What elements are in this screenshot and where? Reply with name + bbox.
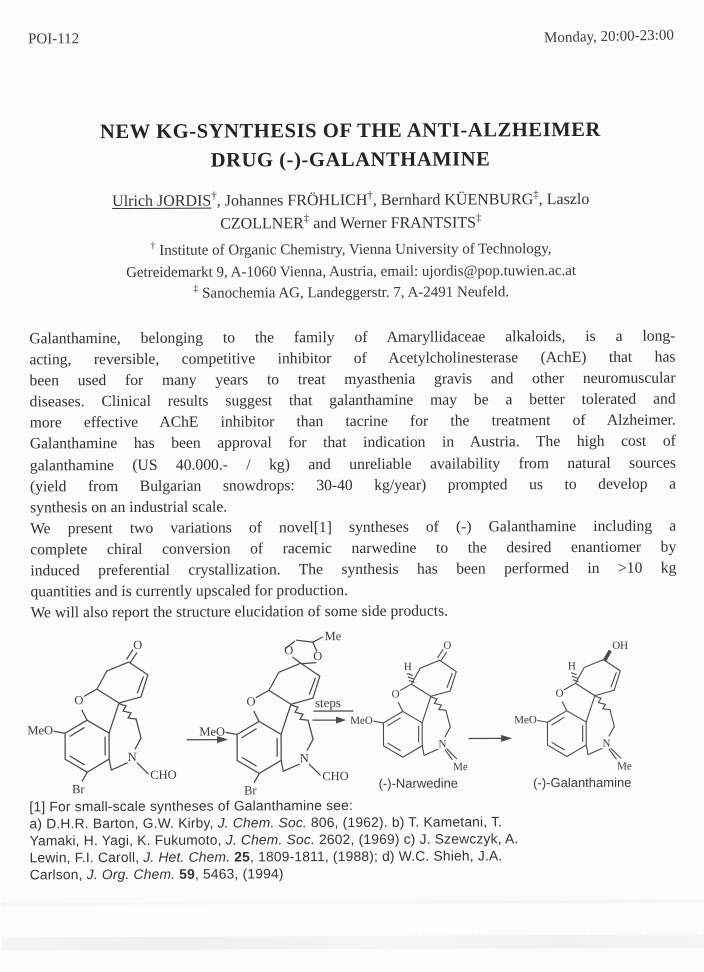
atom-label-dioxolane-o2: O [313, 649, 323, 664]
reference-line: [1] For small-scale syntheses of Galanthamine see: [29, 797, 354, 815]
bromo-bond [254, 773, 259, 782]
atom-label-meo: MeO [199, 724, 226, 739]
author-line: Ulrich JORDIS†, Johannes FRÖHLICH†, Bernhard KÜENBURG‡, Laszlo [112, 188, 590, 211]
abstract-body [29, 326, 676, 624]
atom-label-meo: MeO [350, 714, 373, 727]
scan-artifact [2, 934, 704, 950]
atom-label-meo: MeO [514, 714, 537, 727]
structure-acetal-intermediate [199, 629, 349, 798]
scan-artifact [2, 899, 704, 905]
steps-label: steps [314, 695, 341, 711]
paper-title-line-2: DRUG (-)-GALANTHAMINE [210, 148, 491, 172]
reaction-arrow-icon [469, 735, 512, 742]
author-line: CZOLLNER‡ and Werner FRANTSITS‡ [220, 212, 482, 233]
atom-label-h: H [567, 660, 576, 673]
page-header [28, 29, 674, 49]
affiliation-line: † Institute of Organic Chemistry, Vienna University of Technology, [150, 240, 552, 259]
atom-label-dioxolane-o1: O [284, 643, 294, 658]
structure-galanthamine [514, 640, 632, 773]
atom-label-ketone-o: O [443, 639, 452, 652]
structure-bromo-formyl-precursor [27, 638, 177, 797]
steps-arrow-icon [313, 695, 353, 724]
abstract-paragraph: Galanthamine, belonging to the family of Amaryllidaceae alkaloids, is a long- acting, reversible, competitive inhibitor of Acetylcholinesterase (AchE) that has been used for many years to treat myasthenia gravis and other neuromuscular diseases. Clinical results suggest that galanthamine may be a better tolerated and more effective AChE inhibitor than tacrine for the treatment of Alzheimer. Galanthamine has been approval for that indication in Austria. The high cost of galanthamine (US 40.000.- / kg) and unreliable availability from natural sources (yield from Bulgarian snowdrops: 30-40 kg/year) prompted us to develop a synthesis on an industrial scale. [29, 327, 677, 517]
paper-title-line-1: NEW KG-SYNTHESIS OF THE ANTI-ALZHEIMER [99, 118, 601, 144]
affiliations [0, 238, 703, 306]
atom-label-n: N [127, 749, 137, 764]
arrow-head [501, 735, 512, 742]
atom-label-furan-o: O [391, 688, 400, 701]
reference-line: a) D.H.R. Barton, G.W. Kirby, J. Chem. Soc. 806, (1962). b) T. Kametani, T. [29, 814, 503, 832]
affiliation-line: Getreidemarkt 9, A-1060 Vienna, Austria, email: ujordis@pop.tuwien.ac.at [126, 262, 577, 281]
arrow-head [336, 717, 346, 724]
structure-narwedine [350, 640, 468, 774]
session-time: Monday, 20:00-23:00 [544, 27, 675, 47]
atom-label-ketone-o: O [133, 637, 143, 652]
hydroxyl-wedge-bond [603, 650, 612, 662]
bromo-bond [82, 772, 87, 781]
atom-label-furan-o: O [246, 694, 256, 709]
atom-label-cho: CHO [322, 769, 349, 784]
reference-list [29, 796, 681, 884]
atom-label-h: H [403, 661, 412, 674]
abstract-paragraph: We present two variations of novel[1] syntheses of (-) Galanthamine including a complete chiral conversion of racemic narwedine to the desired enantiomer by induced preferential crystallization. The synthesis has been performed in >10 kg quantities and is currently upscaled for production. [30, 517, 677, 601]
paper-title [0, 115, 703, 176]
atom-label-br: Br [72, 782, 85, 797]
atom-label-n: N [602, 737, 611, 750]
atom-label-br: Br [244, 783, 257, 798]
reference-line: Lewin, F.I. Caroll, J. Het. Chem. 25, 1809-1811, (1988); d) W.C. Shieh, J.A. [29, 848, 503, 866]
atom-label-n: N [438, 738, 447, 751]
atom-label-meo: MeO [27, 723, 54, 738]
session-code: POI-112 [28, 31, 80, 48]
reaction-scheme [1, 623, 704, 798]
structure-caption-narwedine: (-)-Narwedine [378, 775, 459, 791]
reference-line: Yamaki, H. Yagi, K. Fukumoto, J. Chem. Soc. 2602, (1969) c) J. Szewczyk, A. [29, 831, 519, 849]
atom-label-oh: OH [612, 639, 629, 652]
atom-label-n-me: Me [453, 761, 468, 774]
atom-label-n: N [299, 751, 309, 766]
reference-line: Carlson, J. Org. Chem. 59, 5463, (1994) [29, 866, 284, 883]
atom-label-acetal-me: Me [324, 629, 342, 644]
author-list [0, 187, 703, 236]
affiliation-line: ‡ Sanochemia AG, Landeggerstr. 7, A-2491 Neufeld. [193, 283, 510, 302]
atom-label-furan-o: O [555, 687, 564, 700]
atom-label-cho: CHO [150, 767, 177, 782]
atom-label-n-me: Me [617, 760, 632, 773]
atom-label-furan-o: O [74, 693, 84, 708]
structure-caption-galanthamine: (-)-Galanthamine [533, 774, 632, 791]
abstract-paragraph: We will also report the structure elucidation of some side products. [30, 602, 449, 622]
